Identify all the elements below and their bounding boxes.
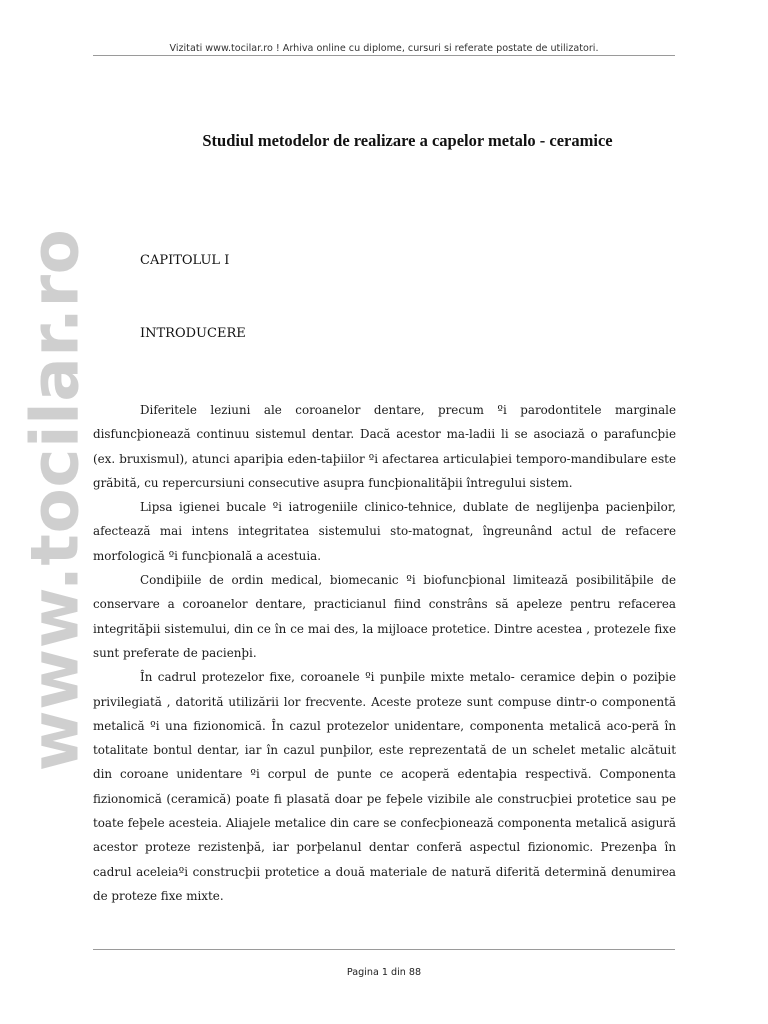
footer-rule [93, 949, 675, 950]
document-title: Studiul metodelor de realizare a capelor metalo - ceramice [202, 131, 613, 150]
paragraph: Condiþiile de ordin medical, biomecanic ºi biofuncþional limitează posibilităþile de conservare a coroanelor dentare, practicianul fiind constrâns să apeleze pentru refacerea integrităþii sistemului, din ce în ce mai des, la mijloace protetice. Dintre acestea , protezele fixe sunt preferate de pacienþi. [93, 573, 676, 660]
section-heading: INTRODUCERE [140, 326, 246, 341]
paragraph: Lipsa igienei bucale ºi iatrogeniile clinico-tehnice, dublate de neglijenþa pacienþilor, afectează mai intens integritatea sistemului sto-matognat, îngreunând actul de refacere morfologică ºi funcþională a acestuia. [93, 500, 676, 563]
paragraph: Diferitele leziuni ale coroanelor dentare, precum ºi parodontitele marginale disfuncþionează continuu sistemul dentar. Dacă acestor ma-ladii li se asociază o parafuncþie (ex. bruxismul), atunci apariþia eden-taþiilor ºi afectarea articulaþiei temporo-mandibulare este grăbită, cu repercursiuni consecutive asupra funcþionalităþii întregului sistem. [93, 403, 676, 490]
watermark-area [0, 220, 94, 780]
paragraph: În cadrul protezelor fixe, coroanele ºi punþile mixte metalo- ceramice deþin o poziþie privilegiată , datorită utilizării lor frecvente. Aceste proteze sunt compuse dintr-o componentă metalică ºi una fizionomică. În cazul protezelor unidentare, componenta metalică aco-peră în totalitate bontul dentar, iar în cazul punþilor, este reprezentată de un schelet metalic alcătuit din coroane unidentare ºi corpul de punte ce acoperă edentaþia respectivă. Componenta fizionomică (ceramică) poate fi plasată doar pe feþele vizibile ale construcþiei protetice sau pe toate feþele acesteia. Aliajele metalice din care se confecþionează componenta metalică asigură acestor proteze rezistenþă, iar porþelanul dentar conferă aspectul fizionomic. Prezenþa în cadrul aceleiaºi construcþii protetice a două materiale de natură diferită determină denumirea de proteze fixe mixte. [93, 670, 676, 903]
page-number: Pagina 1 din 88 [346, 967, 422, 978]
chapter-heading: CAPITOLUL I [140, 253, 230, 268]
body-text [93, 398, 676, 908]
header-note: Vizitati www.tocilar.ro ! Arhiva online cu diplome, cursuri si referate postate de utilizatori. [169, 43, 599, 54]
header-rule [93, 55, 675, 56]
watermark-text: www.tocilar.ro [16, 228, 94, 772]
